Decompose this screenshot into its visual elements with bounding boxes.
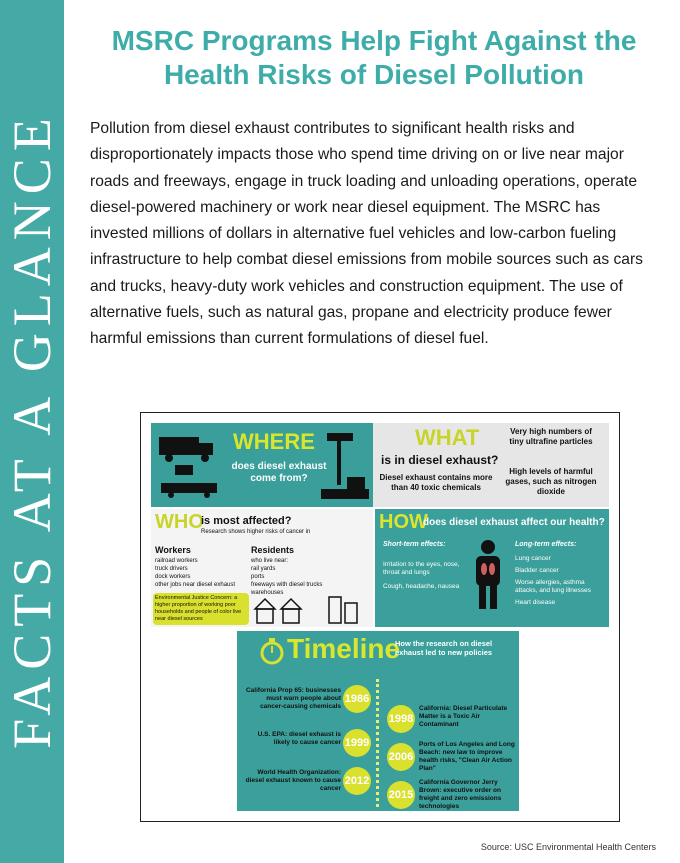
who-sub: is most affected?: [201, 515, 292, 527]
long-term-title: Long-term effects:: [515, 541, 577, 548]
list-item: rail yards: [251, 566, 276, 572]
list-item: Heart disease: [515, 599, 556, 606]
list-item: dock workers: [155, 574, 191, 580]
event-text-1986: California Prop 65: businesses must warn people about cancer-causing chemicals: [245, 687, 341, 710]
list-item: freeways with diesel trucks: [251, 582, 323, 588]
timeline-line: [376, 679, 379, 807]
year-badge-1998: 1998: [387, 705, 415, 733]
body-paragraph: Pollution from diesel exhaust contributes to significant health risks and disproportionately impacts those who spend time driving on or live near major roads and freeways, engage in truck loading and unloading operations, operate diesel-powered machinery or work near diesel equipment. The MSRC has invested millions of dollars in alternative fuel vehicles and low-carbon fueling infrastructure to help combat diesel emissions from mobile sources such as cars and trucks, heavy-duty work vehicles and construction equipment. The use of alternative fuels, such as natural gas, propane and electricity produce fewer harmful emissions than current formulations of diesel fuel.: [90, 120, 643, 348]
how-sub: does diesel exhaust affect our health?: [423, 517, 605, 528]
list-item: Worse allergies, asthma attacks, and lung illnesses: [515, 579, 591, 594]
list-item: Lung cancer: [515, 555, 551, 562]
who-panel: [151, 509, 373, 627]
year-badge-1999: 1999: [343, 729, 371, 757]
human-body-icon: [471, 539, 505, 611]
where-panel: [151, 423, 373, 507]
timeline-panel: [237, 631, 519, 811]
list-item: warehouses: [251, 590, 284, 596]
year-badge-2015: 2015: [387, 781, 415, 809]
list-item: ports: [251, 574, 265, 580]
workers-title: Workers: [155, 545, 191, 555]
workers-list: [155, 557, 235, 589]
event-text-1998: California: Diesel Particulate Matter is a Toxic Air Contaminant: [419, 705, 508, 728]
crane-ship-icon: [321, 429, 371, 505]
event-text-2015: California Governor Jerry Brown: executive order on freight and zero emissions technologies: [419, 779, 502, 810]
timeline-heading: Timeline: [287, 633, 401, 664]
houses-icon: [251, 595, 371, 625]
year-badge-1986: 1986: [343, 685, 371, 713]
year-badge-2006: 2006: [387, 743, 415, 771]
sidebar: [0, 0, 64, 863]
where-heading: WHERE: [233, 429, 315, 454]
list-item: who live near:: [251, 558, 289, 564]
what-heading: WHAT: [415, 425, 480, 450]
sidebar-label: FACTS AT A GLANCE: [2, 111, 62, 749]
who-note: Research shows higher risks of cancer in: [201, 529, 311, 535]
what-fact-gases: High levels of harmful gases, such as nitrogen dioxide: [505, 467, 597, 496]
event-text-2006: Ports of Los Angeles and Long Beach: new law to improve health risks, "Clean Air Action Plan": [419, 741, 515, 772]
list-item: other jobs near diesel exhaust: [155, 582, 236, 588]
year-badge-2012: 2012: [343, 767, 371, 795]
how-heading: HOW: [379, 511, 428, 533]
what-fact-particles: Very high numbers of tiny ultrafine particles: [509, 427, 593, 446]
who-heading: WHO: [155, 511, 204, 533]
list-item: Irritation to the eyes, nose, throat and lungs: [383, 561, 460, 576]
event-text-2012: World Health Organization: diesel exhaust known to cause cancer: [245, 769, 341, 792]
list-item: truck drivers: [155, 566, 188, 572]
list-item: Bladder cancer: [515, 567, 559, 574]
what-sub: is in diesel exhaust?: [381, 453, 499, 467]
residents-title: Residents: [251, 545, 295, 555]
infographic: [140, 412, 620, 822]
how-panel: [375, 509, 609, 627]
long-term-list: [515, 555, 605, 607]
truck-train-icon: [157, 431, 227, 501]
timeline-sub: How the research on diesel exhaust led to new policies: [395, 639, 493, 657]
list-item: railroad workers: [155, 558, 198, 564]
what-note: Diesel exhaust contains more than 40 toxic chemicals: [379, 473, 493, 492]
short-term-list: [383, 561, 467, 591]
event-text-1999: U.S. EPA: diesel exhaust is likely to cause cancer: [257, 731, 341, 746]
what-panel: [373, 423, 609, 507]
residents-list: [251, 557, 322, 597]
ej-note: Environmental Justice Concern: a higher proportion of working poor households and people of color live near diesel sources: [153, 593, 249, 625]
source-credit: Source: USC Environmental Health Centers: [480, 842, 656, 852]
list-item: Cough, headache, nausea: [383, 583, 460, 590]
page-title: MSRC Programs Help Fight Against the Health Risks of Diesel Pollution: [111, 25, 637, 90]
short-term-title: Short-term effects:: [383, 541, 446, 548]
stopwatch-icon: [259, 637, 285, 665]
where-sub: does diesel exhaust come from?: [231, 461, 327, 484]
